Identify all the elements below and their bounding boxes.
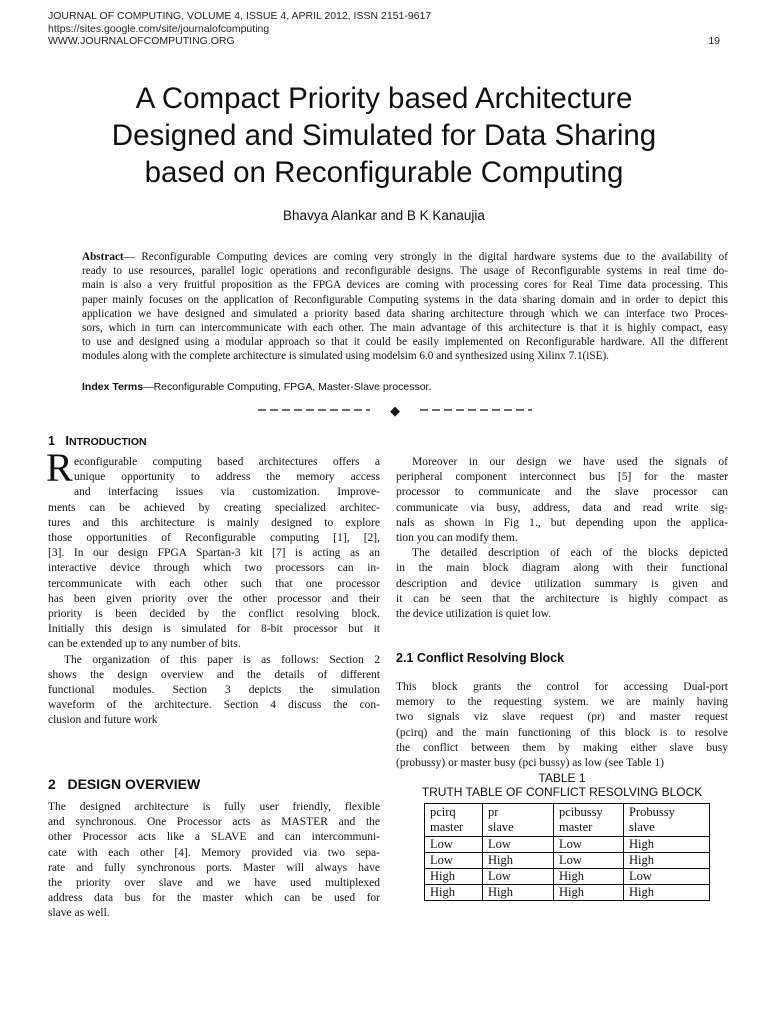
- index-terms: [82, 381, 728, 393]
- text-line: other Processor acts like a SLAVE and can intercommuni-: [48, 831, 380, 844]
- text-line: econfigurable computing based architectures offers a: [74, 456, 380, 468]
- paper-title: [40, 80, 728, 191]
- table-cell: Low: [425, 837, 483, 853]
- abstract-line: modules along with the complete architecture is simulated using modelsim 6.0 and synthesized using Xilinx 7.1(iSE).: [82, 350, 609, 363]
- title-line: based on Reconfigurable Computing: [144, 156, 624, 189]
- text-line: and synchronous. One Processor acts as MASTER and the: [48, 816, 380, 829]
- text-line: processor to communicate and the slave processor can: [396, 486, 728, 499]
- text-line: The designed architecture is fully user friendly, flexible: [48, 801, 380, 813]
- text-line: priority is been decided by the conflict resolving block.: [48, 608, 380, 621]
- abstract-line: ready to use resources, parallel logic operations and reconfigurable designs. The usage of Reconfigurable systems in real time do-: [82, 265, 728, 278]
- text-line: (pcirq) and the main functioning of this block is to resolve: [396, 726, 728, 739]
- table-caption-title: TRUTH TABLE OF CONFLICT RESOLVING BLOCK: [421, 785, 703, 799]
- text-line: ments can be achieved by creating specialized architec-: [48, 501, 380, 514]
- text-line: This block grants the control for accessing Dual-port: [396, 681, 728, 693]
- table-header-row: [425, 804, 710, 837]
- title-line: Designed and Simulated for Data Sharing: [111, 119, 657, 152]
- table-caption-number: TABLE 1: [538, 771, 586, 785]
- abstract-line: main is also a very fruitful proposition as the FPGA devices are coming with processing cores for Real Time data processing. This: [82, 279, 728, 292]
- text-line: those opportunities of Reconfigurable computing [1], [2],: [48, 532, 380, 545]
- text-line: description and device utilization summary is given and: [396, 577, 728, 590]
- table-cell: High: [624, 885, 710, 901]
- table-cell: High: [554, 869, 624, 885]
- abstract-line: application we have designed and simulated a priority based data sharing architecture through which we can interface two Proces-: [82, 307, 728, 320]
- table-cell: Low: [624, 869, 710, 885]
- journal-line: JOURNAL OF COMPUTING, VOLUME 4, ISSUE 4, APRIL 2012, ISSN 2151-9617: [48, 10, 432, 22]
- table-cell: Low: [554, 853, 624, 869]
- index-terms-text: —Reconfigurable Computing, FPGA, Master-Slave processor.: [143, 381, 432, 393]
- text-line: address data bus for the master which can be used for: [48, 892, 380, 905]
- text-line: two signals viz slave request (pr) and master request: [396, 711, 728, 724]
- truth-table: [424, 803, 710, 901]
- table-cell: Low: [483, 869, 554, 885]
- intro-paragraph-1: [48, 455, 380, 729]
- table-cell: Low: [554, 837, 624, 853]
- index-terms-label: Index Terms: [82, 381, 144, 393]
- text-line: in the main block diagram along with their functional: [396, 562, 728, 575]
- text-line: cate with each other [4]. Memory provided via two sepa-: [48, 846, 380, 859]
- table-cell: High: [483, 885, 554, 901]
- text-line: has been given priority over the other processor and their: [48, 592, 380, 605]
- text-line: Initially this design is simulated for 8-bit processor but it: [48, 623, 380, 636]
- text-line: (probussy) or master busy (pci bussy) as low (see Table 1): [396, 757, 664, 770]
- section-divider: [258, 402, 532, 418]
- page-number: 19: [708, 35, 720, 47]
- text-line: can be extended up to any number of bits.: [48, 638, 241, 651]
- text-line: unique opportunity to address the memory access: [74, 471, 380, 484]
- text-line: and interfacing issues via customization. Improve-: [74, 486, 380, 499]
- text-line: tion you can modify them.: [396, 532, 518, 545]
- conflict-block-paragraph: [396, 680, 728, 771]
- section-2-heading: 2 DESIGN OVERVIEW: [48, 776, 201, 792]
- abstract-line: sors, which in turn can intercommunicate with each other. The main advantage of this architecture is that it is highly compact, easy: [82, 322, 728, 335]
- text-line: nals as shown in Fig 1., but depending upon the applica-: [396, 516, 728, 529]
- right-column-paragraphs: [396, 455, 728, 622]
- text-line: The detailed description of each of the blocks depicted: [412, 547, 728, 560]
- table-header-cell: pr slave: [483, 804, 554, 837]
- text-line: [3]. In our design FPGA Spartan-3 kit [7] is acting as an: [48, 547, 380, 560]
- table-cell: Low: [425, 853, 483, 869]
- text-line: tures and this architecture is mainly designed to explore: [48, 516, 380, 529]
- text-line: peripheral component interconnect bus [5] for the master: [396, 471, 728, 484]
- table-row: [425, 885, 710, 901]
- abstract-line: Abstract— Reconfigurable Computing devices are coming very strongly in the digital hardware systems due to the availability of: [82, 251, 728, 263]
- table-header-cell: Probussy slave: [624, 804, 710, 837]
- divider-diamond-icon: ◆: [390, 404, 400, 418]
- text-line: the conflict between them by making either slave busy: [396, 741, 728, 754]
- text-line: slave as well.: [48, 907, 110, 920]
- abstract-label: Abstract: [82, 251, 124, 263]
- table-row: [425, 869, 710, 885]
- text-line: shows the design overview and the details of different: [48, 668, 380, 681]
- abstract-line: paper mainly focuses on the application of Reconfigurable Computing systems in the data sharing domain and in order to depict this: [82, 293, 728, 306]
- table-cell: High: [425, 885, 483, 901]
- running-header: [48, 10, 720, 48]
- table-cell: High: [425, 869, 483, 885]
- authors: Bhavya Alankar and B K Kanaujia: [283, 208, 485, 223]
- text-line: The organization of this paper is as follows: Section 2: [64, 653, 380, 666]
- abstract-dash: —: [123, 251, 135, 263]
- table-row: [425, 837, 710, 853]
- text-line: it can be seen that the architecture is highly compact as: [396, 592, 728, 605]
- text-line: Moreover in our design we have used the signals of: [412, 456, 728, 468]
- abstract: [82, 250, 728, 364]
- text-line: the device utilization is quiet low.: [396, 608, 552, 621]
- text-line: waveform of the architecture. Section 4 discuss the con-: [48, 699, 380, 712]
- table-cell: High: [624, 853, 710, 869]
- table-cell: High: [483, 853, 554, 869]
- abstract-line: to use and designed using a modular approach so that it could be easily implemented on Reconfigurable hardware. All the different: [82, 336, 728, 349]
- text-line: functional modules. Section 3 depicts the simulation: [48, 684, 380, 697]
- table-cell: High: [554, 885, 624, 901]
- text-line: rate and fully synchronous ports. Master will always have: [48, 861, 380, 874]
- text-line: clusion and future work: [48, 714, 158, 727]
- table-row: [425, 853, 710, 869]
- design-overview-paragraph: [48, 800, 380, 922]
- text-line: interactive device through which two processors can in-: [48, 562, 380, 575]
- text-line: the priority over slave and we have used multiplexed: [48, 877, 380, 890]
- website-line: WWW.JOURNALOFCOMPUTING.ORG: [48, 35, 235, 47]
- dropcap: R: [46, 445, 73, 490]
- table-header-cell: pcibussy master: [554, 804, 624, 837]
- section-2-1-heading: 2.1 Conflict Resolving Block: [396, 651, 565, 665]
- section-1-heading: 1 INTRODUCTION: [48, 433, 147, 448]
- title-line: A Compact Priority based Architecture: [135, 82, 633, 115]
- table-cell: High: [624, 837, 710, 853]
- text-line: communicate via busy, address, data and read write sig-: [396, 501, 728, 514]
- url-line: https://sites.google.com/site/journalofcomputing: [48, 22, 270, 35]
- text-line: memory to the requesting system. we are mainly having: [396, 696, 728, 709]
- table-header-cell: pcirq master: [425, 804, 483, 837]
- table-cell: Low: [483, 837, 554, 853]
- text-line: tercommunicate with each other such that one processor: [48, 577, 380, 590]
